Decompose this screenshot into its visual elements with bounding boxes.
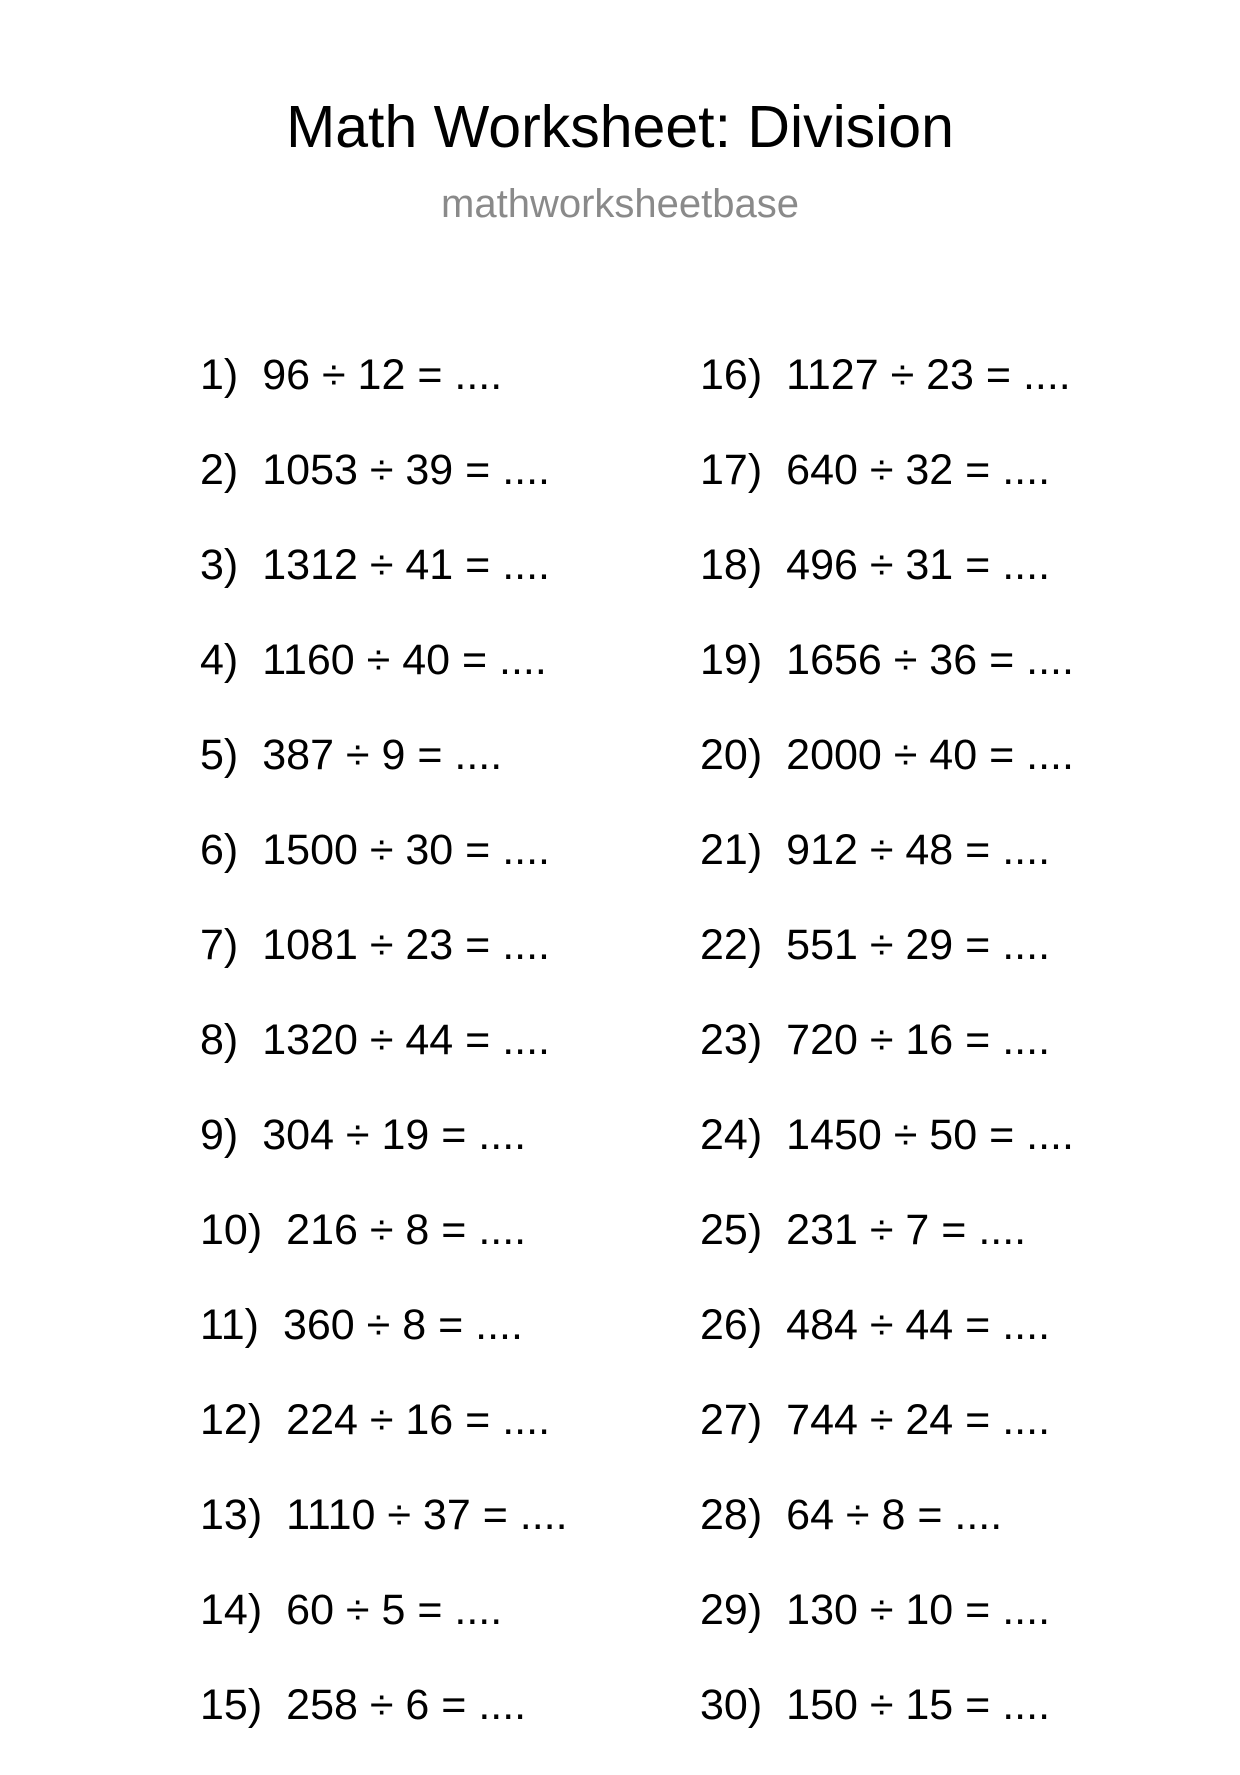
problem-number: 21) [700, 826, 763, 874]
problem-expression: 496 ÷ 31 = .... [786, 541, 1051, 589]
problem-item [700, 540, 1074, 635]
problem-item [700, 350, 1074, 445]
problem-number: 15) [200, 1681, 263, 1729]
problem-item [200, 1395, 568, 1490]
problem-number: 23) [700, 1016, 763, 1064]
worksheet-subtitle: mathworksheetbase [441, 182, 799, 226]
problem-number: 22) [700, 921, 763, 969]
problem-number: 5) [200, 731, 239, 779]
problem-expression: 64 ÷ 8 = .... [786, 1491, 1003, 1539]
problem-item [700, 1585, 1074, 1680]
problem-item [700, 445, 1074, 540]
problem-item [700, 1395, 1074, 1490]
problem-number: 29) [700, 1586, 763, 1634]
problem-number: 2) [200, 446, 239, 494]
problem-number: 9) [200, 1111, 239, 1159]
problem-number: 16) [700, 351, 763, 399]
problem-expression: 1053 ÷ 39 = .... [262, 446, 551, 494]
problem-expression: 640 ÷ 32 = .... [786, 446, 1051, 494]
problem-expression: 1450 ÷ 50 = .... [786, 1111, 1074, 1159]
problem-expression: 231 ÷ 7 = .... [786, 1206, 1027, 1254]
problem-expression: 912 ÷ 48 = .... [786, 826, 1051, 874]
problem-item [200, 1110, 568, 1205]
problem-expression: 1320 ÷ 44 = .... [262, 1016, 551, 1064]
problem-number: 14) [200, 1586, 263, 1634]
problem-item [200, 1490, 568, 1585]
problem-expression: 744 ÷ 24 = .... [786, 1396, 1051, 1444]
problem-expression: 720 ÷ 16 = .... [786, 1016, 1051, 1064]
problem-number: 3) [200, 541, 239, 589]
problem-number: 24) [700, 1111, 763, 1159]
problem-item [700, 1300, 1074, 1395]
problem-item [700, 730, 1074, 825]
problem-number: 20) [700, 731, 763, 779]
problem-number: 7) [200, 921, 239, 969]
problem-column-left [200, 350, 568, 1775]
problem-expression: 1110 ÷ 37 = .... [286, 1491, 568, 1539]
problem-number: 28) [700, 1491, 763, 1539]
problem-item [700, 825, 1074, 920]
problem-item [700, 1110, 1074, 1205]
problem-number: 10) [200, 1206, 263, 1254]
problem-number: 12) [200, 1396, 263, 1444]
problem-expression: 1160 ÷ 40 = .... [262, 636, 547, 684]
problem-expression: 1127 ÷ 23 = .... [786, 351, 1071, 399]
problem-expression: 60 ÷ 5 = .... [286, 1586, 503, 1634]
problem-expression: 96 ÷ 12 = .... [262, 351, 503, 399]
problem-expression: 1656 ÷ 36 = .... [786, 636, 1074, 684]
problem-number: 26) [700, 1301, 763, 1349]
problem-expression: 258 ÷ 6 = .... [286, 1681, 527, 1729]
problem-number: 11) [200, 1301, 259, 1349]
problem-item [200, 920, 568, 1015]
problem-expression: 1081 ÷ 23 = .... [262, 921, 551, 969]
problem-item [700, 1205, 1074, 1300]
problem-number: 17) [700, 446, 763, 494]
problem-expression: 387 ÷ 9 = .... [262, 731, 503, 779]
problem-number: 30) [700, 1681, 763, 1729]
worksheet-title: Math Worksheet: Division [286, 94, 954, 160]
problem-item [200, 445, 568, 540]
problem-item [200, 635, 568, 730]
problem-item [200, 350, 568, 445]
problem-expression: 150 ÷ 15 = .... [786, 1681, 1051, 1729]
problem-number: 1) [200, 351, 239, 399]
problem-expression: 1500 ÷ 30 = .... [262, 826, 551, 874]
problem-item [200, 1585, 568, 1680]
problem-item [200, 1680, 568, 1775]
problem-number: 27) [700, 1396, 763, 1444]
problem-item [700, 920, 1074, 1015]
problem-expression: 304 ÷ 19 = .... [262, 1111, 527, 1159]
problem-number: 25) [700, 1206, 763, 1254]
problem-expression: 2000 ÷ 40 = .... [786, 731, 1074, 779]
problem-expression: 130 ÷ 10 = .... [786, 1586, 1051, 1634]
problem-item [200, 825, 568, 920]
problem-item [700, 1680, 1074, 1775]
problem-expression: 360 ÷ 8 = .... [282, 1301, 523, 1349]
problem-grid [200, 350, 1160, 1750]
problem-number: 19) [700, 636, 763, 684]
problem-expression: 224 ÷ 16 = .... [286, 1396, 551, 1444]
problem-item [700, 1490, 1074, 1585]
problem-item [200, 1015, 568, 1110]
problem-number: 6) [200, 826, 239, 874]
problem-expression: 1312 ÷ 41 = .... [262, 541, 551, 589]
problem-item [200, 540, 568, 635]
problem-item [200, 1205, 568, 1300]
problem-item [200, 730, 568, 825]
problem-number: 8) [200, 1016, 239, 1064]
problem-number: 13) [200, 1491, 263, 1539]
problem-column-right [700, 350, 1074, 1775]
problem-number: 18) [700, 541, 763, 589]
problem-expression: 484 ÷ 44 = .... [786, 1301, 1051, 1349]
problem-number: 4) [200, 636, 239, 684]
problem-item [700, 1015, 1074, 1110]
problem-expression: 216 ÷ 8 = .... [286, 1206, 527, 1254]
problem-item [700, 635, 1074, 730]
problem-item [200, 1300, 568, 1395]
problem-expression: 551 ÷ 29 = .... [786, 921, 1051, 969]
